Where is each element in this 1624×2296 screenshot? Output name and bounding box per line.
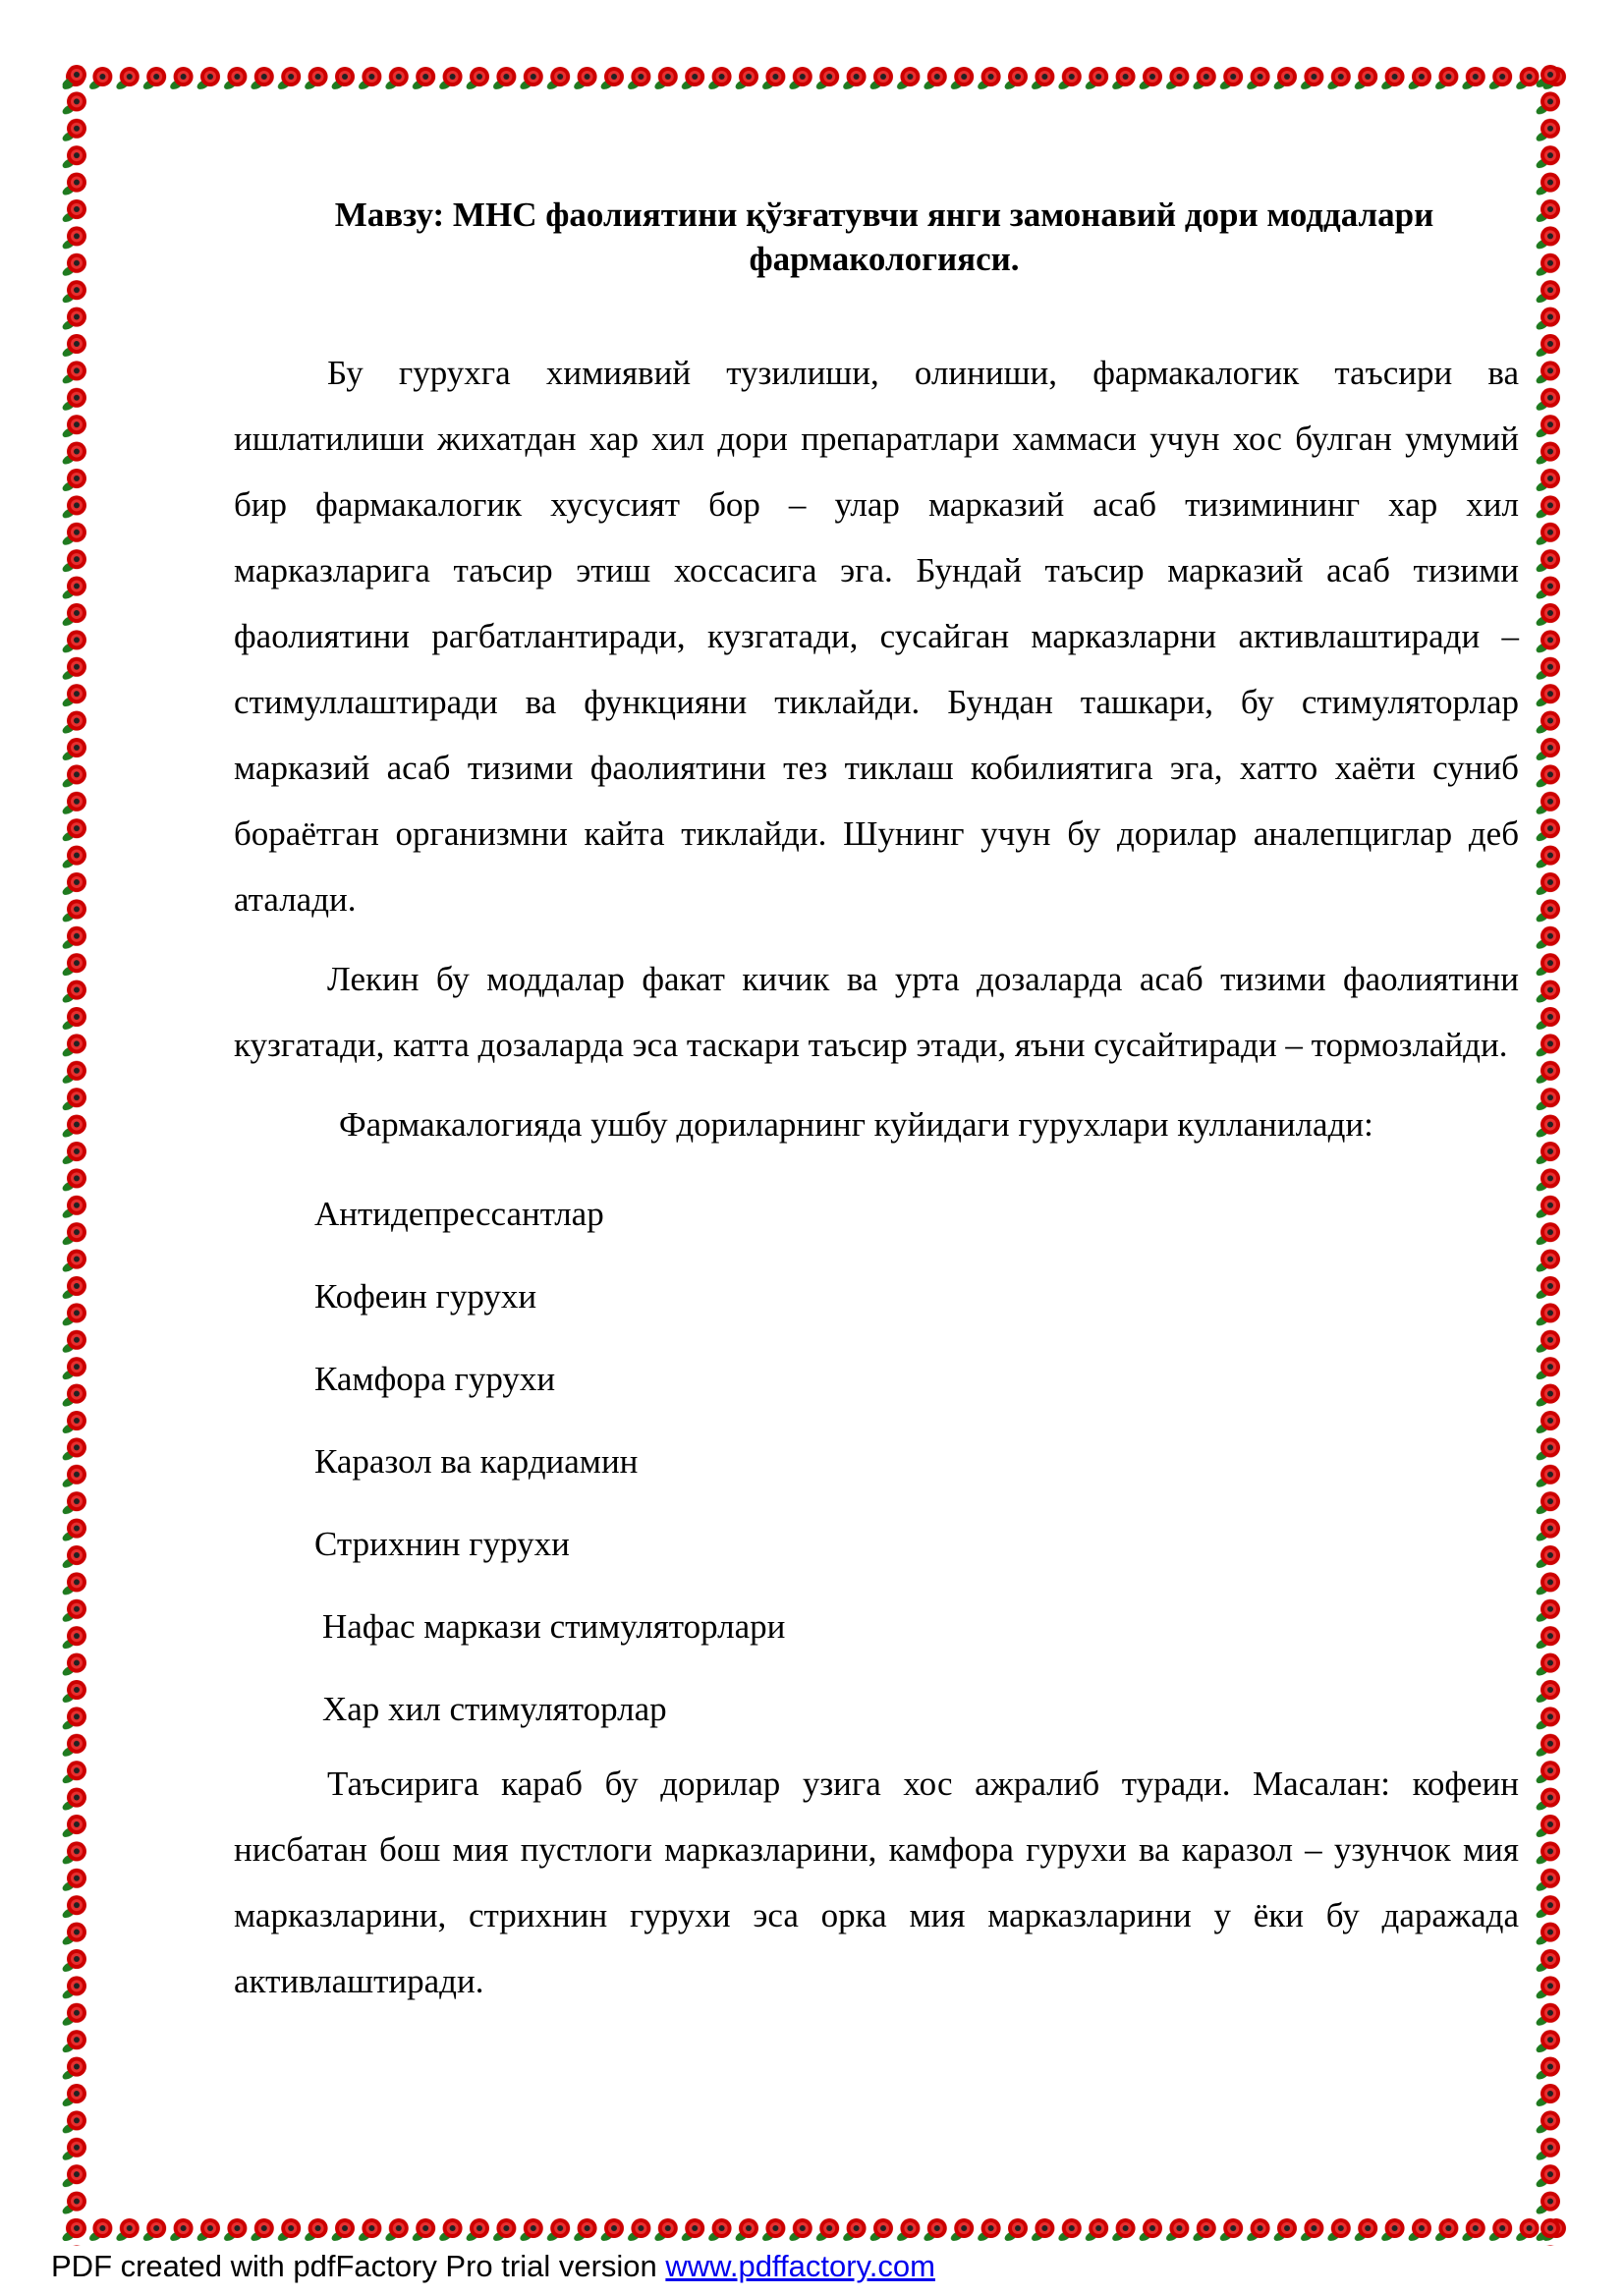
list-item: Каразол ва кардиамин — [314, 1442, 639, 1481]
list-item: Хар хил стимуляторлар — [322, 1690, 667, 1728]
list-item: Нафас маркази стимуляторлари — [322, 1607, 786, 1646]
footer-text: PDF created with pdfFactory Pro trial version — [51, 2249, 666, 2283]
document-body — [234, 193, 1519, 2014]
flower-border-top — [61, 61, 1568, 94]
document-title: Мавзу: МНС фаолиятини қўзғатувчи янги замонавий дори моддалари фармакологияси. — [334, 196, 1434, 278]
list-item: Антидепрессантлар — [314, 1195, 604, 1233]
paragraph-closing: Таъсирига караб бу дорилар узига хос ажралиб туради. Масалан: кофеин нисбатан бош мия пустлоги марказларини, камфора гурухи ва каразол – узунчок мия марказларини, стрихнин гурухи эса орка мия марказларини у ёки бу даражада активлаштиради. — [234, 1764, 1519, 2000]
list-intro: Фармакалогияда ушбу дориларнинг куйидаги гурухлари кулланилади: — [339, 1105, 1373, 1144]
footer-link[interactable]: www.pdffactory.com — [665, 2249, 935, 2283]
list-item: Камфора гурухи — [314, 1360, 556, 1398]
flower-border-left — [61, 61, 94, 2246]
list-item: Кофеин гурухи — [314, 1277, 537, 1316]
paragraph-dosage: Лекин бу моддалар факат кичик ва урта дозаларда асаб тизими фаолиятини кузгатади, катта дозаларда эса таскари таъсир этади, яъни сусайтиради – тормозлайди. — [234, 960, 1519, 1064]
paragraph-intro: Бу гурухга химиявий тузилиши, олиниши, фармакалогик таъсири ва ишлатилиши жихатдан хар хил дори препаратлари хаммаси учун хос булган умумий бир фармакалогик хусусият бор – улар марказий асаб тизимининг хар хил марказларига таъсир этиш хоссасига эга. Бундай таъсир марказий асаб тизими фаолиятини рагбатлантиради, кузгатади, сусайган марказларни активлаштиради – стимуллаштиради ва функцияни тиклайди. Бундан ташкари, бу стимуляторлар марказий асаб тизими фаолиятини тез тиклаш кобилиятига эга, хатто хаёти суниб бораётган организмни кайта тиклайди. Шунинг учун бу дорилар аналепциглар деб аталади. — [234, 354, 1519, 919]
flower-border-bottom — [61, 2212, 1568, 2246]
flower-border-right — [1535, 61, 1568, 2246]
pdf-footer — [51, 2247, 935, 2286]
list-item: Стрихнин гурухи — [314, 1525, 570, 1563]
drug-group-list — [234, 1173, 1519, 1751]
